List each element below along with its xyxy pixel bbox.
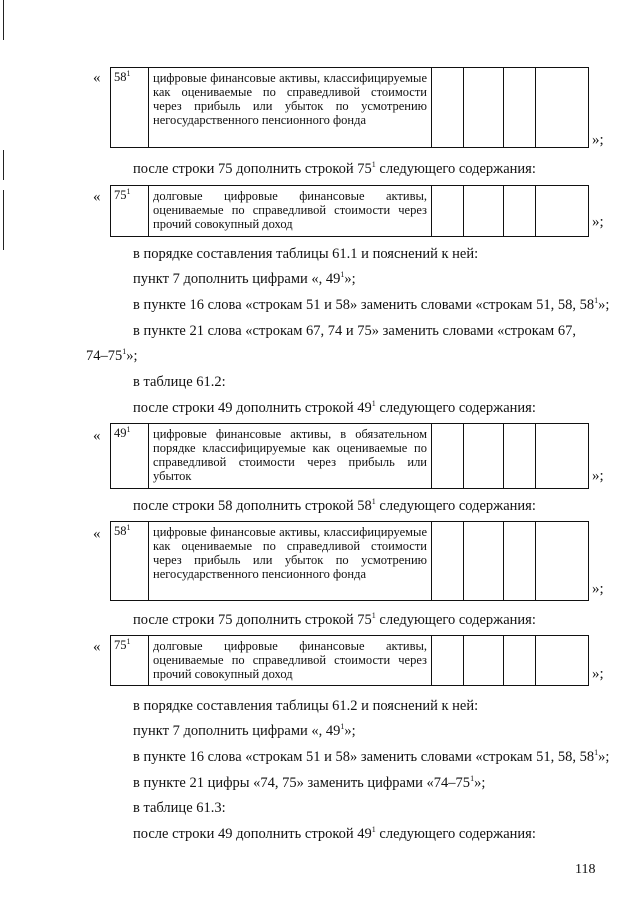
- paragraph: в пункте 21 цифры «74, 75» заменить цифрами «$74-75^1$»;: [133, 774, 486, 791]
- scan-mark: [3, 190, 4, 250]
- paragraph: после строки 58 дополнить строкой $58^1$ следующего содержания:: [133, 497, 536, 514]
- paragraph: после строки 49 дополнить строкой $49^1$ следующего содержания:: [133, 825, 536, 842]
- paragraph: в пункте 21 слова «строкам 67, 74 и 75» заменить словами «строкам 67,: [133, 323, 576, 339]
- opening-quote: «: [93, 428, 101, 444]
- row-code: $75^1$: [111, 636, 149, 686]
- table-row-insert: [110, 635, 589, 686]
- row-description: долговые цифровые финансовые активы, оцениваемые по справедливой стоимости через прочий совокупный доход: [149, 636, 432, 686]
- paragraph: в пункте 16 слова «строкам 51 и 58» заменить словами «строкам 51, 58, $58^1$»;: [133, 296, 610, 313]
- paragraph: в таблице 61.3:: [133, 800, 226, 816]
- row-description: цифровые финансовые активы, в обязательном порядке классифицируемые как оцениваемые по справедливой стоимости через прибыль или убыток: [149, 424, 432, 489]
- paragraph: пункт 7 дополнить цифрами «, $49^1$»;: [133, 722, 356, 739]
- closing-quote: »;: [592, 468, 604, 484]
- page-number: 118: [575, 862, 596, 877]
- paragraph: после строки 49 дополнить строкой $49^1$ следующего содержания:: [133, 399, 536, 416]
- closing-quote: »;: [592, 666, 604, 682]
- closing-quote: »;: [592, 581, 604, 597]
- paragraph: в пункте 16 слова «строкам 51 и 58» заменить словами «строкам 51, 58, $58^1$»;: [133, 748, 610, 765]
- table-row-insert: [110, 423, 589, 489]
- row-description: долговые цифровые финансовые активы, оцениваемые по справедливой стоимости через прочий совокупный доход: [149, 186, 432, 237]
- closing-quote: »;: [592, 214, 604, 230]
- scan-mark: [3, 150, 4, 180]
- paragraph: в порядке составления таблицы 61.1 и пояснений к ней:: [133, 246, 479, 262]
- opening-quote: «: [93, 639, 101, 655]
- paragraph: пункт 7 дополнить цифрами «, $49^1$»;: [133, 270, 356, 287]
- opening-quote: «: [93, 189, 101, 205]
- paragraph: после строки 75 дополнить строкой $75^1$ следующего содержания:: [133, 611, 536, 628]
- table-row-insert: [110, 67, 589, 148]
- row-code: $58^1$: [111, 68, 149, 148]
- paragraph: в таблице 61.2:: [133, 374, 226, 390]
- row-code: $58^1$: [111, 522, 149, 601]
- paragraph: после строки 75 дополнить строкой $75^1$ следующего содержания:: [133, 160, 536, 177]
- paragraph: в порядке составления таблицы 61.2 и пояснений к ней:: [133, 698, 479, 714]
- closing-quote: »;: [592, 132, 604, 148]
- opening-quote: «: [93, 526, 101, 542]
- table-row-insert: [110, 521, 589, 601]
- paragraph: $74-75^1$»;: [86, 347, 138, 364]
- row-code: $49^1$: [111, 424, 149, 489]
- row-description: цифровые финансовые активы, классифицируемые как оцениваемые по справедливой стоимости через прибыль или убыток по усмотрению негосударственного пенсионного фонда: [149, 68, 432, 148]
- table-row-insert: [110, 185, 589, 237]
- row-code: $75^1$: [111, 186, 149, 237]
- opening-quote: «: [93, 70, 101, 86]
- row-description: цифровые финансовые активы, классифицируемые как оцениваемые по справедливой стоимости через прибыль или убыток по усмотрению негосударственного пенсионного фонда: [149, 522, 432, 601]
- scan-mark: [3, 0, 4, 40]
